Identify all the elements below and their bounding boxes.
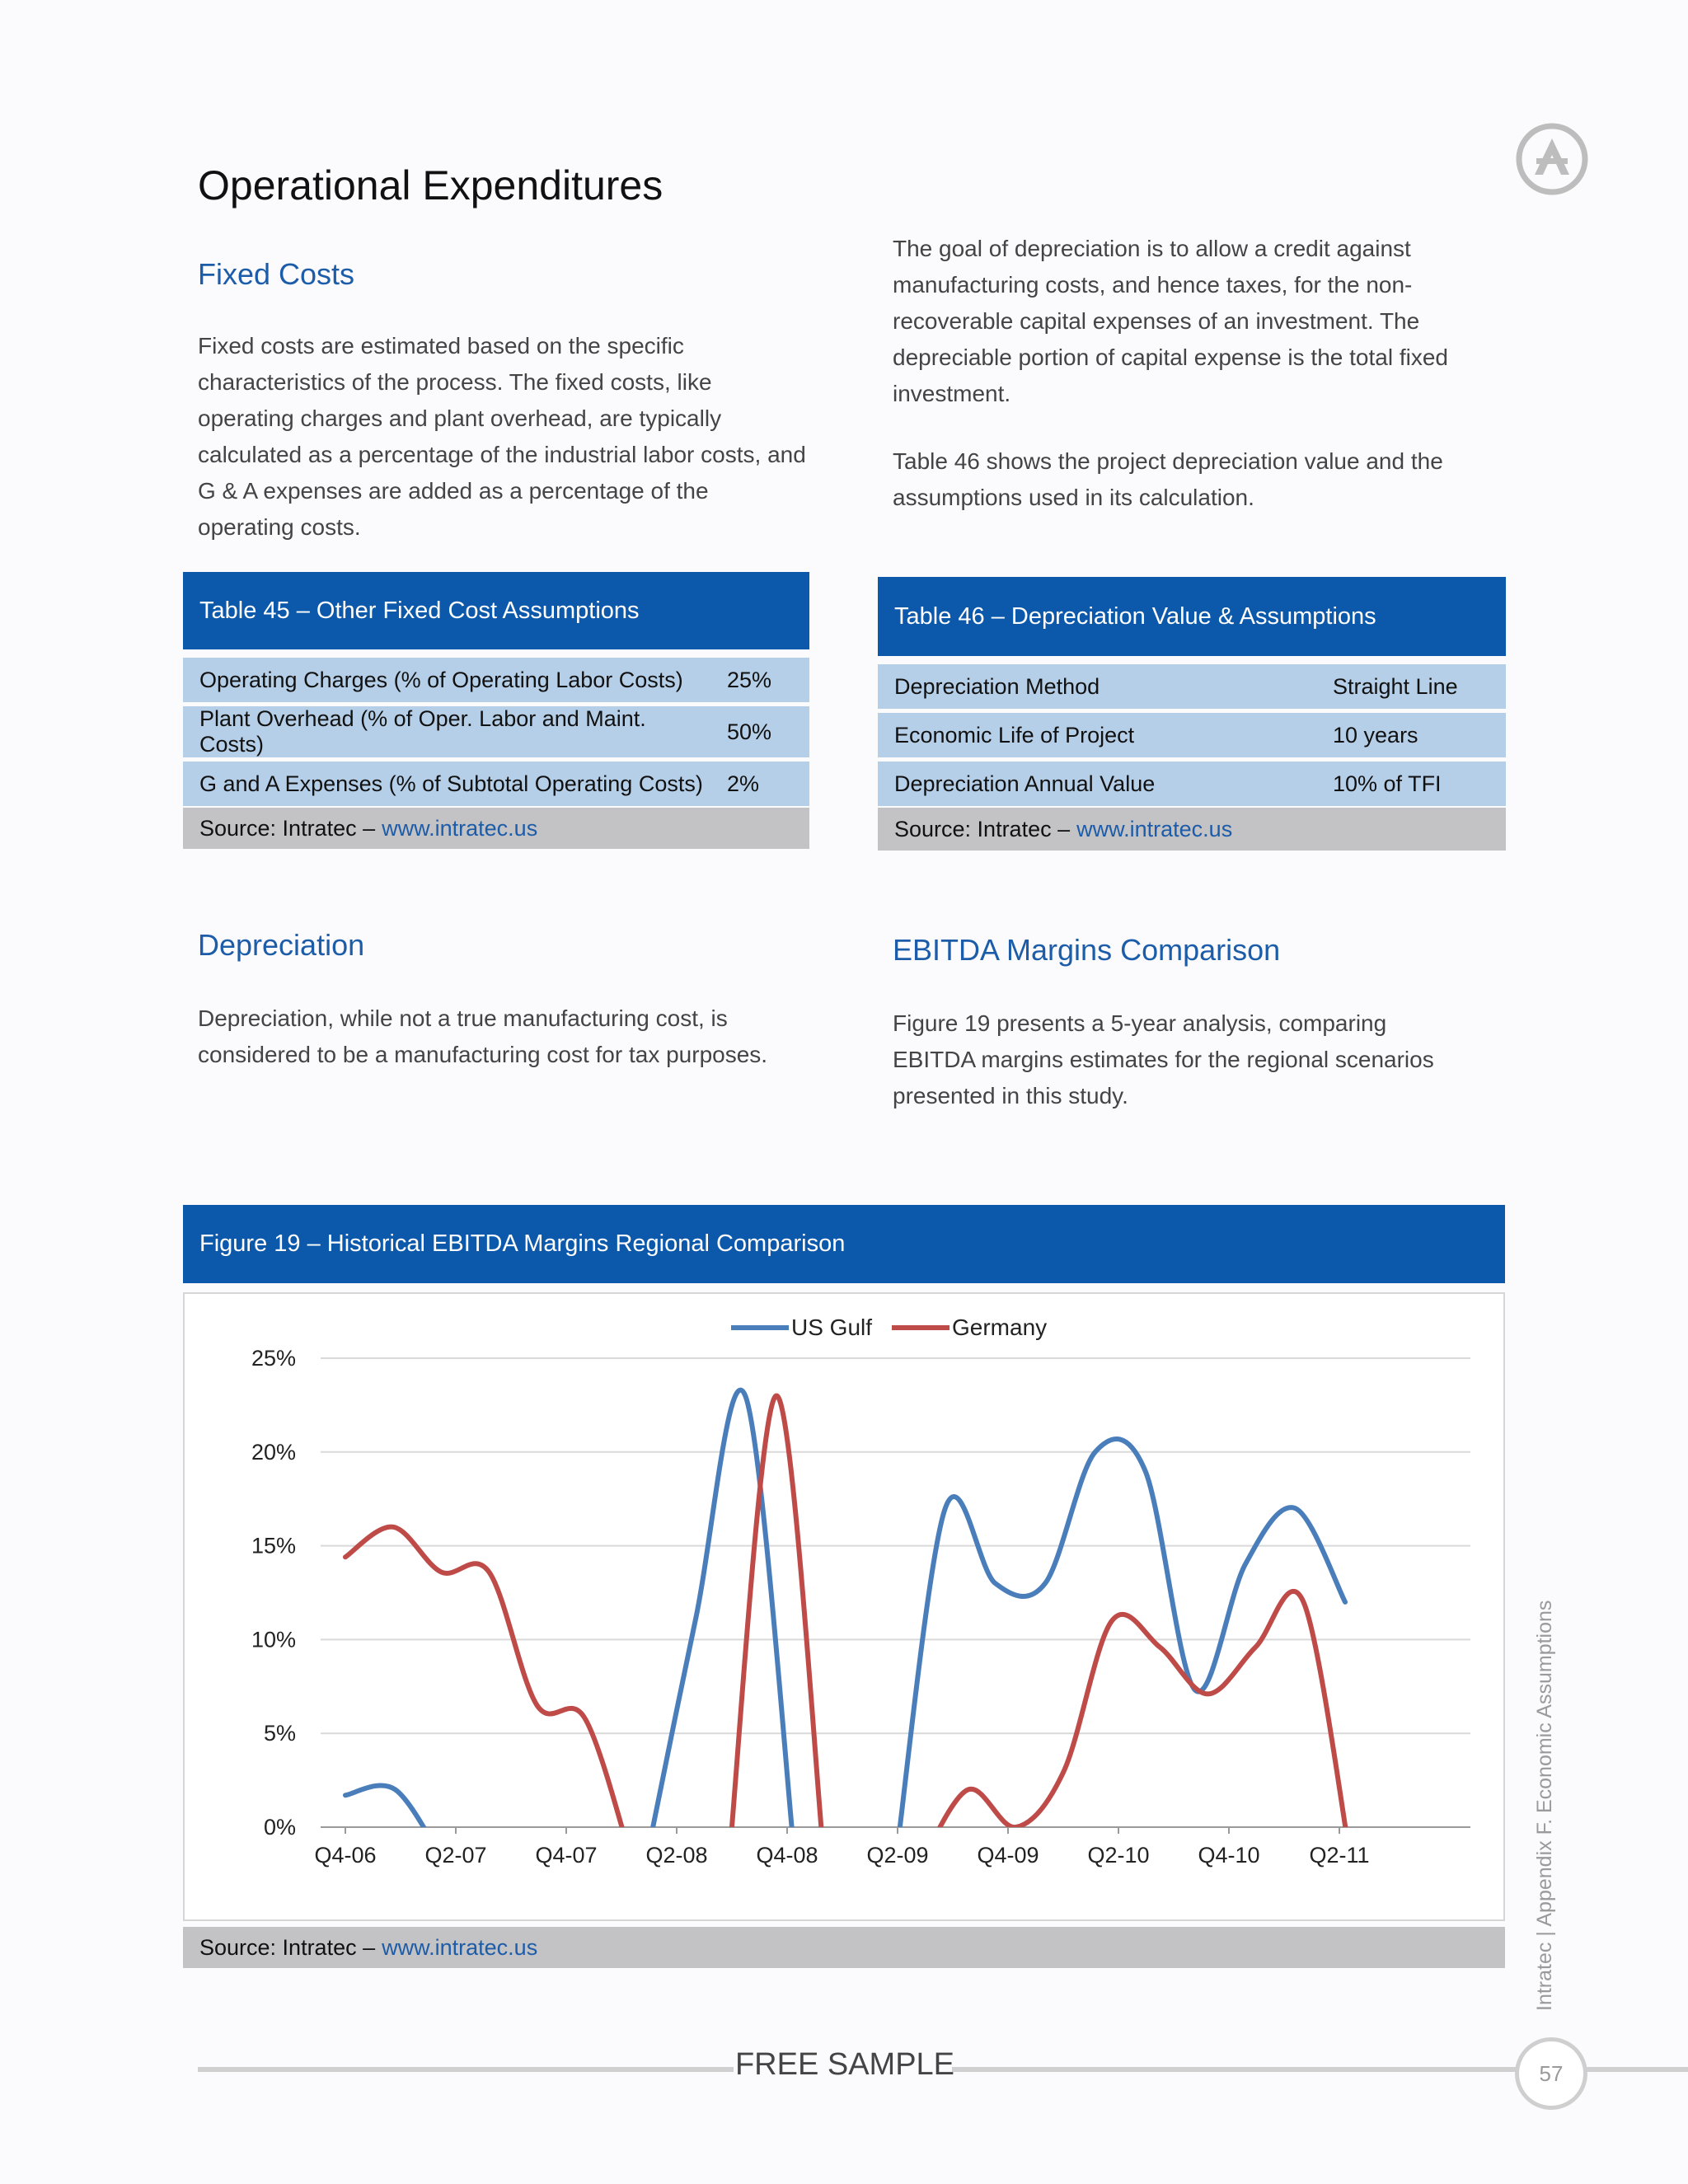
table-cell-value: 10 years [1316,713,1506,757]
table-cell-label: G and A Expenses (% of Subtotal Operating Costs) [183,762,710,806]
footer-rule-left [198,2067,734,2072]
x-tick-label: Q2-07 [424,1843,487,1868]
side-label: Intratec | Appendix F. Economic Assumptions [1533,1600,1556,2011]
x-tick-label: Q4-08 [756,1843,818,1868]
table-cell-value: 2% [710,762,809,806]
intratec-logo [1515,122,1589,196]
table-cell-value: 10% of TFI [1316,762,1506,806]
depreciation-intro-p1: The goal of depreciation is to allow a credit against manufacturing costs, and hence taxes, for the non-recoverable capital expenses of an investment. The depreciable portion of capital expense is the total fixed investment. [893,236,1448,406]
x-tick-label: Q2-10 [1087,1843,1150,1868]
page-title: Operational Expenditures [198,162,663,209]
source-label: Source: Intratec – [199,1934,376,1960]
source-label: Source: Intratec – [199,815,376,841]
x-tick-label: Q2-08 [645,1843,708,1868]
table-46-grid [878,660,1506,810]
source-link[interactable]: www.intratec.us [1076,816,1233,841]
x-tick-label: Q4-07 [535,1843,598,1868]
ebitda-body: Figure 19 presents a 5-year analysis, comparing EBITDA margins estimates for the regional scenarios presented in this study. [893,1010,1434,1108]
legend-label: US Gulf [791,1315,873,1340]
depreciation-heading: Depreciation [198,928,365,962]
table-45-grid [183,654,809,810]
y-tick-label: 5% [263,1721,296,1746]
figure-19-chart [183,1292,1505,1921]
table-46 [878,577,1506,851]
table-45-source [183,808,809,849]
fixed-costs-heading: Fixed Costs [198,257,355,291]
table-row [183,706,809,757]
table-cell-label: Plant Overhead (% of Oper. Labor and Maint. Costs) [183,706,710,757]
x-tick-label: Q4-09 [977,1843,1039,1868]
table-row [183,658,809,702]
source-label: Source: Intratec – [894,816,1071,841]
table-cell-value: 25% [710,658,809,702]
y-tick-label: 0% [263,1815,296,1840]
y-tick-label: 25% [251,1346,296,1371]
footer-rule-right [1582,2067,1688,2072]
table-cell-label: Depreciation Method [878,664,1316,709]
table-45 [183,572,809,849]
ebitda-heading: EBITDA Margins Comparison [893,933,1281,967]
figure-19-source [183,1927,1505,1968]
figure-19-title: Figure 19 – Historical EBITDA Margins Regional Comparison [183,1205,1505,1283]
y-tick-label: 10% [251,1627,296,1652]
depreciation-body: Depreciation, while not a true manufacturing cost, is considered to be a manufacturing cost for tax purposes. [198,1005,768,1067]
table-46-title: Table 46 – Depreciation Value & Assumptions [878,577,1506,656]
source-link[interactable]: www.intratec.us [382,1934,538,1960]
ebitda-line-chart [185,1294,1503,1919]
table-cell-value: 50% [710,706,809,757]
series-line-us-gulf [645,1390,795,1865]
table-row [878,713,1506,757]
depreciation-intro [893,231,1453,547]
footer-label: FREE SAMPLE [734,2047,955,2082]
y-tick-label: 20% [251,1439,296,1465]
table-cell-label: Economic Life of Project [878,713,1316,757]
intratec-logo-icon [1515,122,1589,196]
table-45-title: Table 45 – Other Fixed Cost Assumptions [183,572,809,649]
source-link[interactable]: www.intratec.us [382,815,538,841]
series-line-germany [345,1527,633,1865]
series-line-us-gulf [895,1439,1345,1864]
x-tick-label: Q4-10 [1198,1843,1260,1868]
fixed-costs-body: Fixed costs are estimated based on the specific characteristics of the process. The fixed costs, like operating charges and plant overhead, are typically calculated as a percentage of the industrial labor costs, and G & A expenses are added as a percentage of the operating costs. [198,333,806,540]
footer-rule-middle [952,2067,1521,2072]
legend-label: Germany [952,1315,1048,1340]
y-tick-label: 15% [251,1533,296,1558]
table-cell-label: Depreciation Annual Value [878,762,1316,806]
table-row [878,762,1506,806]
table-cell-label: Operating Charges (% of Operating Labor Costs) [183,658,710,702]
page-number: 57 [1515,2037,1587,2110]
table-46-source [878,808,1506,851]
table-row [183,762,809,806]
x-tick-label: Q2-11 [1309,1843,1370,1868]
x-tick-label: Q2-09 [866,1843,929,1868]
x-tick-label: Q4-06 [314,1843,377,1868]
table-row [878,664,1506,709]
table-cell-value: Straight Line [1316,664,1506,709]
depreciation-intro-p2: Table 46 shows the project depreciation value and the assumptions used in its calculation. [893,448,1443,510]
series-line-germany [921,1591,1352,1865]
